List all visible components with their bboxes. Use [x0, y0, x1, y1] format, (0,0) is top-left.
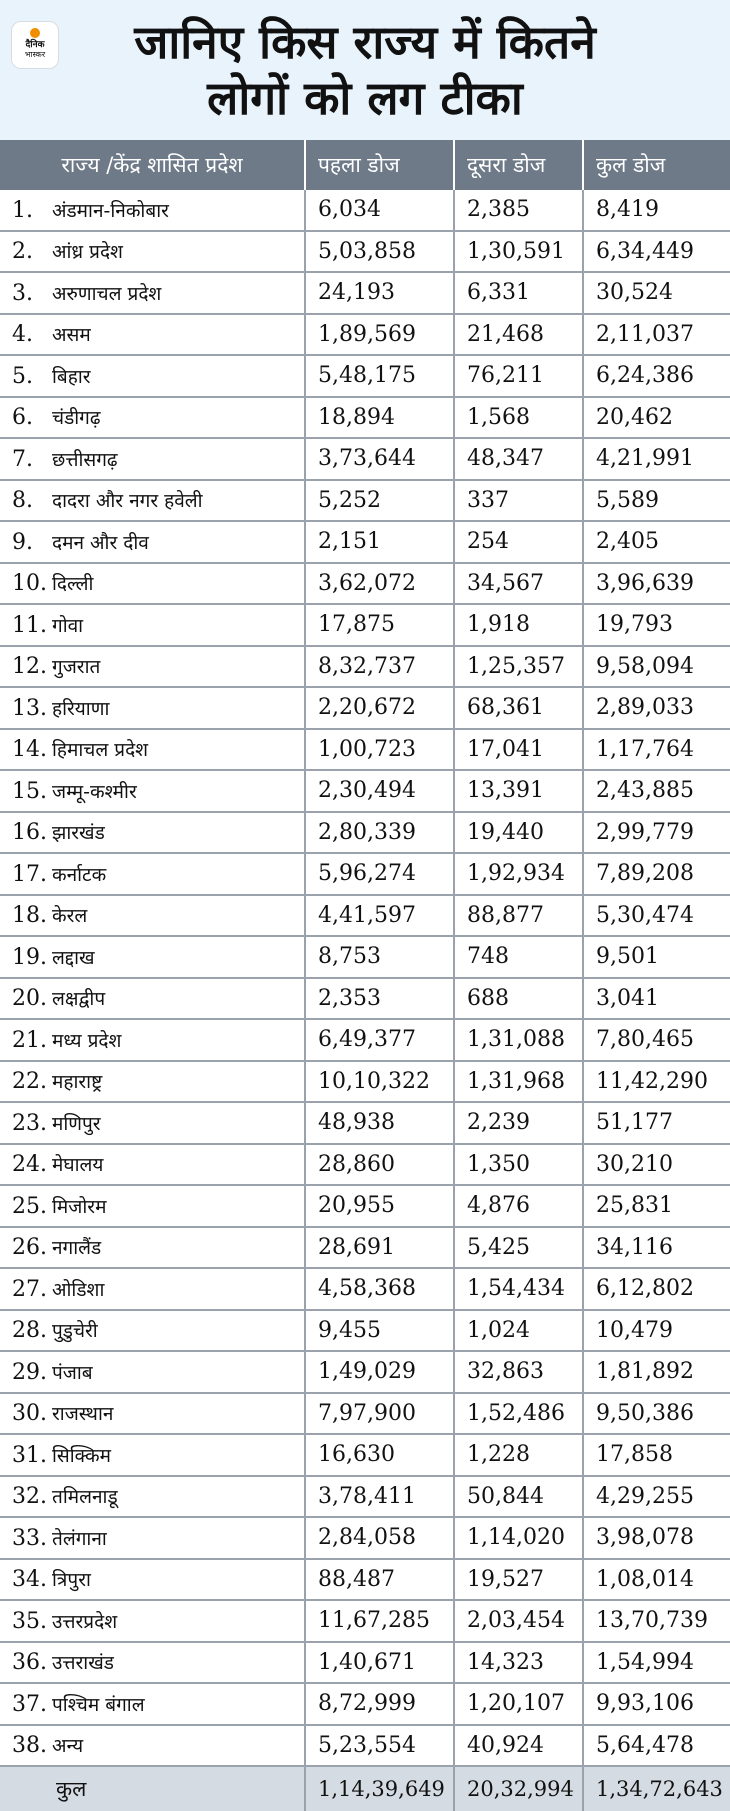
table-row [0, 1434, 730, 1476]
state-name: राजस्थान [52, 1403, 114, 1426]
serial-number: 7. [12, 446, 33, 472]
state-name: लद्दाख [52, 946, 95, 969]
first-dose-cell: 5,03,858 [305, 231, 454, 273]
state-name: पश्चिम बंगाल [52, 1693, 145, 1716]
state-cell [0, 812, 305, 854]
second-dose-cell: 13,391 [454, 770, 583, 812]
first-dose-cell: 3,62,072 [305, 563, 454, 605]
second-dose-cell: 5,425 [454, 1227, 583, 1269]
second-dose-cell: 14,323 [454, 1642, 583, 1684]
serial-number: 26. [12, 1235, 47, 1261]
column-header-total-dose: कुल डोज [583, 140, 730, 190]
total-dose-cell: 7,80,465 [583, 1019, 730, 1061]
first-dose-cell: 48,938 [305, 1102, 454, 1144]
second-dose-cell: 2,239 [454, 1102, 583, 1144]
second-dose-cell: 1,568 [454, 397, 583, 439]
first-dose-cell: 1,00,723 [305, 729, 454, 771]
state-name: छत्तीसगढ़ [52, 448, 118, 471]
total-dose-cell: 2,99,779 [583, 812, 730, 854]
state-name: कर्नाटक [52, 863, 107, 886]
serial-number: 16. [12, 820, 47, 846]
serial-number: 8. [12, 488, 33, 514]
state-cell [0, 1351, 305, 1393]
total-dose-cell: 34,116 [583, 1227, 730, 1269]
state-name: उत्तरप्रदेश [52, 1610, 118, 1633]
state-cell [0, 190, 305, 231]
state-cell [0, 1185, 305, 1227]
second-dose-cell: 2,03,454 [454, 1600, 583, 1642]
table-row [0, 1144, 730, 1186]
table-row [0, 1351, 730, 1393]
total-dose-cell: 5,30,474 [583, 895, 730, 937]
total-dose-cell: 3,98,078 [583, 1517, 730, 1559]
second-dose-cell: 17,041 [454, 729, 583, 771]
first-dose-cell: 2,80,339 [305, 812, 454, 854]
state-name: पुडुचेरी [52, 1320, 98, 1343]
first-dose-cell: 2,20,672 [305, 687, 454, 729]
state-cell [0, 1227, 305, 1269]
total-dose-cell: 19,793 [583, 604, 730, 646]
page-header [0, 0, 730, 140]
second-dose-cell: 748 [454, 936, 583, 978]
second-dose-cell: 48,347 [454, 438, 583, 480]
logo-text-line2: भास्कर [24, 50, 46, 59]
second-dose-cell: 1,52,486 [454, 1393, 583, 1435]
logo-dot-icon [30, 28, 40, 38]
state-name: अन्य [52, 1735, 84, 1758]
table-body [0, 190, 730, 1811]
state-name: दमन और दीव [52, 531, 149, 554]
table-row [0, 438, 730, 480]
state-cell [0, 1144, 305, 1186]
serial-number: 29. [12, 1359, 47, 1385]
serial-number: 10. [12, 571, 47, 597]
serial-number: 23. [12, 1110, 47, 1136]
total-dose-cell: 9,58,094 [583, 646, 730, 688]
total-dose-cell: 2,89,033 [583, 687, 730, 729]
state-cell [0, 1725, 305, 1767]
state-cell [0, 355, 305, 397]
second-dose-cell: 34,567 [454, 563, 583, 605]
table-row [0, 1600, 730, 1642]
state-name: सिक्किम [52, 1444, 111, 1467]
table-row [0, 895, 730, 937]
state-name: बिहार [52, 365, 91, 388]
second-dose-cell: 1,20,107 [454, 1683, 583, 1725]
state-name: दादरा और नगर हवेली [52, 490, 203, 513]
state-name: अरुणाचल प्रदेश [52, 282, 162, 305]
first-dose-cell: 1,49,029 [305, 1351, 454, 1393]
state-name: मणिपुर [52, 1112, 101, 1135]
second-dose-cell: 1,918 [454, 604, 583, 646]
total-dose-cell: 9,93,106 [583, 1683, 730, 1725]
table-row [0, 1310, 730, 1352]
total-all-dose: 1,34,72,643 [583, 1766, 730, 1811]
table-row [0, 1642, 730, 1684]
first-dose-cell: 5,23,554 [305, 1725, 454, 1767]
serial-number: 20. [12, 986, 47, 1012]
first-dose-cell: 1,89,569 [305, 314, 454, 356]
total-dose-cell: 13,70,739 [583, 1600, 730, 1642]
table-row [0, 563, 730, 605]
table-row [0, 480, 730, 522]
state-name: हिमाचल प्रदेश [52, 739, 149, 762]
second-dose-cell: 688 [454, 978, 583, 1020]
second-dose-cell: 337 [454, 480, 583, 522]
second-dose-cell: 254 [454, 521, 583, 563]
total-dose-cell: 6,34,449 [583, 231, 730, 273]
total-dose-cell: 20,462 [583, 397, 730, 439]
total-dose-cell: 4,29,255 [583, 1476, 730, 1518]
second-dose-cell: 19,527 [454, 1559, 583, 1601]
serial-number: 5. [12, 363, 33, 389]
table-row [0, 1102, 730, 1144]
first-dose-cell: 3,73,644 [305, 438, 454, 480]
table-row [0, 729, 730, 771]
first-dose-cell: 10,10,322 [305, 1061, 454, 1103]
table-row [0, 812, 730, 854]
first-dose-cell: 18,894 [305, 397, 454, 439]
first-dose-cell: 6,49,377 [305, 1019, 454, 1061]
serial-number: 9. [12, 529, 33, 555]
total-dose-cell: 1,08,014 [583, 1559, 730, 1601]
total-dose-cell: 1,17,764 [583, 729, 730, 771]
state-cell [0, 936, 305, 978]
second-dose-cell: 1,54,434 [454, 1268, 583, 1310]
first-dose-cell: 5,96,274 [305, 853, 454, 895]
total-dose-cell: 2,405 [583, 521, 730, 563]
state-cell [0, 604, 305, 646]
second-dose-cell: 4,876 [454, 1185, 583, 1227]
first-dose-cell: 20,955 [305, 1185, 454, 1227]
serial-number: 25. [12, 1193, 47, 1219]
state-cell [0, 1517, 305, 1559]
total-dose-cell: 3,041 [583, 978, 730, 1020]
table-row [0, 1019, 730, 1061]
state-cell [0, 1268, 305, 1310]
table-row [0, 978, 730, 1020]
second-dose-cell: 1,228 [454, 1434, 583, 1476]
total-dose-cell: 9,501 [583, 936, 730, 978]
state-name: गोवा [52, 614, 84, 637]
serial-number: 37. [12, 1691, 47, 1717]
table-row [0, 936, 730, 978]
total-dose-cell: 17,858 [583, 1434, 730, 1476]
first-dose-cell: 24,193 [305, 272, 454, 314]
state-name: जम्मू-कश्मीर [52, 780, 137, 803]
state-name: तमिलनाडू [52, 1486, 118, 1509]
serial-number: 13. [12, 695, 47, 721]
first-dose-cell: 5,252 [305, 480, 454, 522]
state-cell [0, 978, 305, 1020]
state-name: आंध्र प्रदेश [52, 241, 123, 264]
state-name: त्रिपुरा [52, 1569, 91, 1592]
table-row [0, 355, 730, 397]
serial-number: 2. [12, 239, 33, 265]
state-cell [0, 231, 305, 273]
serial-number: 32. [12, 1484, 47, 1510]
table-row [0, 1061, 730, 1103]
serial-number: 30. [12, 1401, 47, 1427]
state-name: उत्तराखंड [52, 1652, 114, 1675]
total-dose-cell: 30,210 [583, 1144, 730, 1186]
table-row [0, 646, 730, 688]
serial-number: 28. [12, 1318, 47, 1344]
table-row [0, 1185, 730, 1227]
first-dose-cell: 2,151 [305, 521, 454, 563]
total-dose-cell: 9,50,386 [583, 1393, 730, 1435]
column-header-second-dose: दूसरा डोज [454, 140, 583, 190]
state-cell [0, 646, 305, 688]
column-header-state: राज्य /केंद्र शासित प्रदेश [0, 140, 305, 190]
state-cell [0, 1600, 305, 1642]
total-first-dose: 1,14,39,649 [305, 1766, 454, 1811]
total-dose-cell: 25,831 [583, 1185, 730, 1227]
table-row [0, 604, 730, 646]
state-cell [0, 480, 305, 522]
table-row [0, 1683, 730, 1725]
vaccination-table [0, 140, 730, 1811]
serial-number: 15. [12, 778, 47, 804]
first-dose-cell: 1,40,671 [305, 1642, 454, 1684]
state-cell [0, 1393, 305, 1435]
state-cell [0, 1019, 305, 1061]
first-dose-cell: 6,034 [305, 190, 454, 231]
state-cell [0, 895, 305, 937]
state-name: मध्य प्रदेश [52, 1029, 122, 1052]
serial-number: 14. [12, 737, 47, 763]
state-cell [0, 1061, 305, 1103]
first-dose-cell: 17,875 [305, 604, 454, 646]
state-cell [0, 1642, 305, 1684]
total-dose-cell: 4,21,991 [583, 438, 730, 480]
state-name: मेघालय [52, 1154, 104, 1177]
total-dose-cell: 51,177 [583, 1102, 730, 1144]
table-row [0, 1268, 730, 1310]
state-name: अंडमान-निकोबार [52, 199, 169, 222]
total-dose-cell: 3,96,639 [583, 563, 730, 605]
total-dose-cell: 10,479 [583, 1310, 730, 1352]
total-label: कुल [0, 1766, 305, 1811]
serial-number: 17. [12, 861, 47, 887]
state-cell [0, 272, 305, 314]
total-dose-cell: 1,54,994 [583, 1642, 730, 1684]
table-header [0, 140, 730, 190]
first-dose-cell: 8,72,999 [305, 1683, 454, 1725]
first-dose-cell: 8,753 [305, 936, 454, 978]
second-dose-cell: 21,468 [454, 314, 583, 356]
total-dose-cell: 5,64,478 [583, 1725, 730, 1767]
column-header-first-dose: पहला डोज [305, 140, 454, 190]
second-dose-cell: 1,92,934 [454, 853, 583, 895]
state-cell [0, 1310, 305, 1352]
second-dose-cell: 6,331 [454, 272, 583, 314]
serial-number: 35. [12, 1608, 47, 1634]
first-dose-cell: 5,48,175 [305, 355, 454, 397]
state-name: मिजोरम [52, 1195, 107, 1218]
second-dose-cell: 50,844 [454, 1476, 583, 1518]
serial-number: 33. [12, 1525, 47, 1551]
state-cell [0, 563, 305, 605]
total-row [0, 1766, 730, 1811]
state-cell [0, 314, 305, 356]
state-cell [0, 1102, 305, 1144]
state-name: गुजरात [52, 656, 101, 679]
logo-text-line1: दैनिक [25, 40, 45, 50]
first-dose-cell: 9,455 [305, 1310, 454, 1352]
state-cell [0, 521, 305, 563]
page-title-line2: लोगों को लग टीका [207, 71, 523, 125]
first-dose-cell: 2,353 [305, 978, 454, 1020]
state-name: चंडीगढ़ [52, 407, 101, 430]
second-dose-cell: 1,350 [454, 1144, 583, 1186]
serial-number: 19. [12, 944, 47, 970]
state-name: असम [52, 324, 91, 347]
total-dose-cell: 2,11,037 [583, 314, 730, 356]
first-dose-cell: 28,860 [305, 1144, 454, 1186]
first-dose-cell: 4,41,597 [305, 895, 454, 937]
second-dose-cell: 68,361 [454, 687, 583, 729]
state-name: केरल [52, 905, 88, 928]
state-name: लक्षद्वीप [52, 988, 106, 1011]
table-row [0, 231, 730, 273]
state-name: महाराष्ट्र [52, 1071, 103, 1094]
first-dose-cell: 4,58,368 [305, 1268, 454, 1310]
first-dose-cell: 2,30,494 [305, 770, 454, 812]
state-cell [0, 1476, 305, 1518]
serial-number: 3. [12, 280, 33, 306]
first-dose-cell: 11,67,285 [305, 1600, 454, 1642]
serial-number: 12. [12, 654, 47, 680]
second-dose-cell: 32,863 [454, 1351, 583, 1393]
total-dose-cell: 7,89,208 [583, 853, 730, 895]
second-dose-cell: 2,385 [454, 190, 583, 231]
second-dose-cell: 40,924 [454, 1725, 583, 1767]
table-row [0, 1393, 730, 1435]
serial-number: 4. [12, 322, 33, 348]
state-cell [0, 1683, 305, 1725]
serial-number: 36. [12, 1650, 47, 1676]
table-row [0, 1559, 730, 1601]
second-dose-cell: 1,25,357 [454, 646, 583, 688]
second-dose-cell: 1,14,020 [454, 1517, 583, 1559]
table-row [0, 1476, 730, 1518]
second-dose-cell: 88,877 [454, 895, 583, 937]
serial-number: 6. [12, 405, 33, 431]
state-cell [0, 397, 305, 439]
brand-logo [12, 22, 58, 68]
state-name: हरियाणा [52, 697, 110, 720]
second-dose-cell: 1,024 [454, 1310, 583, 1352]
state-name: नगालैंड [52, 1237, 102, 1260]
total-dose-cell: 8,419 [583, 190, 730, 231]
serial-number: 24. [12, 1152, 47, 1178]
serial-number: 27. [12, 1276, 47, 1302]
second-dose-cell: 1,31,968 [454, 1061, 583, 1103]
second-dose-cell: 1,30,591 [454, 231, 583, 273]
first-dose-cell: 8,32,737 [305, 646, 454, 688]
total-dose-cell: 1,81,892 [583, 1351, 730, 1393]
serial-number: 1. [12, 197, 33, 223]
first-dose-cell: 88,487 [305, 1559, 454, 1601]
state-name: झारखंड [52, 822, 105, 845]
state-name: दिल्ली [52, 573, 94, 596]
table-row [0, 397, 730, 439]
state-name: पंजाब [52, 1361, 93, 1384]
state-name: तेलंगाना [52, 1527, 107, 1550]
table-row [0, 1227, 730, 1269]
state-cell [0, 687, 305, 729]
second-dose-cell: 19,440 [454, 812, 583, 854]
serial-number: 38. [12, 1733, 47, 1759]
second-dose-cell: 1,31,088 [454, 1019, 583, 1061]
table-row [0, 272, 730, 314]
total-dose-cell: 2,43,885 [583, 770, 730, 812]
state-cell [0, 1559, 305, 1601]
table-row [0, 770, 730, 812]
state-cell [0, 1434, 305, 1476]
total-dose-cell: 30,524 [583, 272, 730, 314]
total-dose-cell: 6,12,802 [583, 1268, 730, 1310]
total-dose-cell: 5,589 [583, 480, 730, 522]
state-cell [0, 729, 305, 771]
first-dose-cell: 3,78,411 [305, 1476, 454, 1518]
serial-number: 11. [12, 612, 47, 638]
table-row [0, 853, 730, 895]
table-row [0, 521, 730, 563]
serial-number: 21. [12, 1027, 47, 1053]
first-dose-cell: 16,630 [305, 1434, 454, 1476]
serial-number: 22. [12, 1069, 47, 1095]
first-dose-cell: 2,84,058 [305, 1517, 454, 1559]
table-row [0, 687, 730, 729]
table-row [0, 1725, 730, 1767]
page-title-line1: जानिए किस राज्य में कितने [134, 15, 596, 69]
table-row [0, 314, 730, 356]
first-dose-cell: 28,691 [305, 1227, 454, 1269]
table-row [0, 190, 730, 231]
second-dose-cell: 76,211 [454, 355, 583, 397]
serial-number: 18. [12, 903, 47, 929]
serial-number: 31. [12, 1442, 47, 1468]
state-name: ओडिशा [52, 1278, 105, 1301]
serial-number: 34. [12, 1567, 47, 1593]
total-second-dose: 20,32,994 [454, 1766, 583, 1811]
first-dose-cell: 7,97,900 [305, 1393, 454, 1435]
total-dose-cell: 11,42,290 [583, 1061, 730, 1103]
state-cell [0, 438, 305, 480]
state-cell [0, 770, 305, 812]
table-row [0, 1517, 730, 1559]
total-dose-cell: 6,24,386 [583, 355, 730, 397]
state-cell [0, 853, 305, 895]
